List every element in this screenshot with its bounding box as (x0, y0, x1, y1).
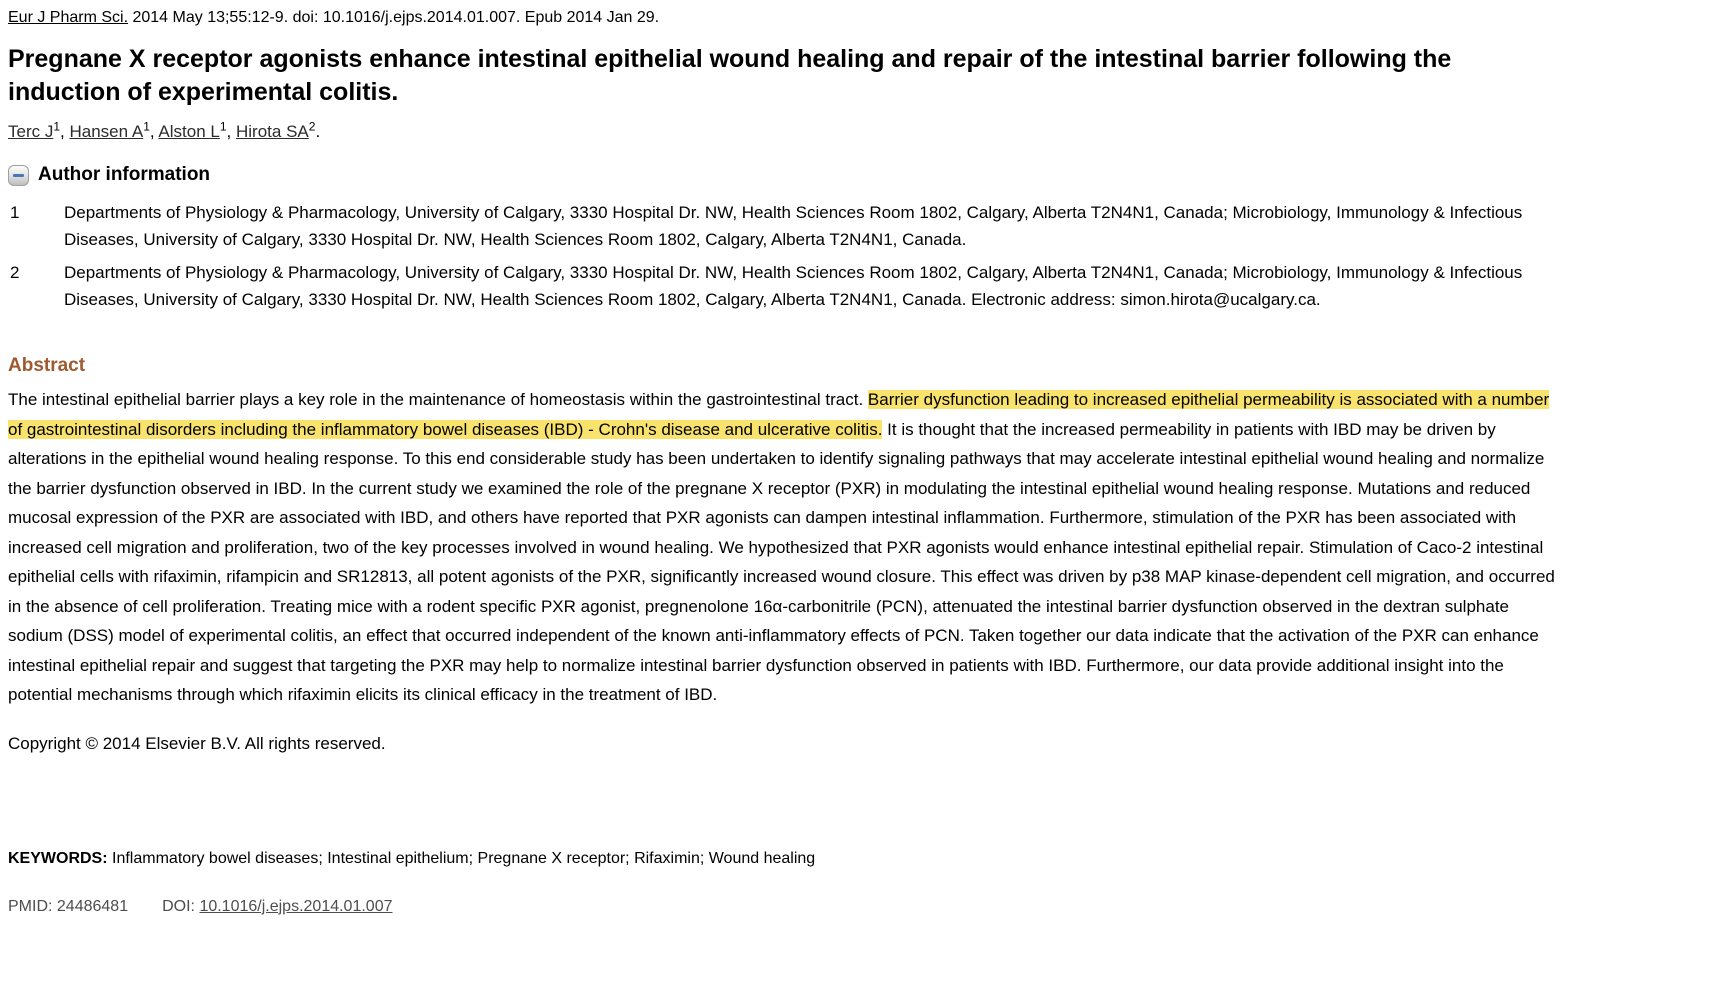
abstract-segment: The intestinal epithelial barrier plays a key role in the maintenance of homeostasis within the gastrointestinal tract. (8, 390, 868, 409)
author-link-hirota-sa[interactable]: Hirota SA (236, 122, 309, 141)
author-affiliation-number: 1 (53, 119, 61, 134)
author-affiliation-number: 1 (143, 119, 150, 134)
author-separator: , (149, 122, 159, 141)
author-separator: . (315, 122, 321, 141)
doi-label: DOI: (162, 897, 195, 915)
copyright-notice: Copyright © 2014 Elsevier B.V. All rights reserved. (8, 733, 386, 753)
affiliation-item-2 (8, 259, 1563, 313)
keywords-text: Inflammatory bowel diseases; Intestinal epithelium; Pregnane X receptor; Rifaximin; Wound healing (112, 849, 816, 867)
journal-link[interactable]: Eur J Pharm Sci. (8, 9, 129, 26)
author-link-terc-j[interactable]: Terc J (8, 122, 54, 141)
author-information-heading: Author information (38, 164, 211, 185)
author (8, 119, 70, 141)
author-list (8, 119, 1708, 142)
pmid-group (8, 898, 128, 915)
keywords-label: KEYWORDS: (8, 849, 108, 867)
author-separator: , (226, 122, 236, 141)
affiliation-text: Departments of Physiology & Pharmacology, University of Calgary, 3330 Hospital Dr. NW, Health Sciences Room 1802, Calgary, Alberta T2N4N1, Canada; Microbiology, Immunology & Infectious Diseases, University of Calgary, 3330 Hospital Dr. NW, Health Sciences Room 1802, Calgary, Alberta T2N4N1, Canada. Electronic address: simon.hirota@ucalgary.ca. (64, 263, 1523, 309)
minus-bar (13, 174, 24, 177)
author-affiliation-number: 2 (308, 119, 316, 134)
affiliation-list (8, 199, 1563, 313)
author (158, 119, 236, 141)
affiliation-number: 2 (10, 263, 20, 282)
citation-details: 2014 May 13;55:12-9. doi: 10.1016/j.ejps.2014.01.007. Epub 2014 Jan 29. (128, 9, 660, 26)
affiliation-number: 1 (10, 203, 20, 222)
author-link-hansen-a[interactable]: Hansen A (69, 122, 144, 141)
author-affiliation-number: 1 (219, 119, 227, 134)
collapse-minus-icon[interactable] (8, 165, 29, 186)
identifiers-line (8, 898, 1708, 916)
pubmed-abstract-page (8, 8, 1708, 916)
article-title: Pregnane X receptor agonists enhance intestinal epithelial wound healing and repair of the intestinal barrier following the induction of experimental colitis. (8, 45, 1452, 106)
highlighted-abstract-text: Barrier dysfunction leading to increased epithelial permeability is associated with a number of gastrointestinal disorders including the inflammatory bowel diseases (IBD) - Crohn's disease and ulcerative colitis. (8, 390, 1550, 439)
doi-group (162, 898, 392, 915)
author-separator: , (60, 122, 70, 141)
abstract-segment: It is thought that the increased permeability in patients with IBD may be driven by alterations in the epithelial wound healing response. To this end considerable study has been undertaken to identify signaling pathways that may accelerate intestinal epithelial wound healing and normalize the barrier dysfunction observed in IBD. In the current study we examined the role of the pregnane X receptor (PXR) in modulating the intestinal epithelial wound healing response. Mutations and reduced mucosal expression of the PXR are associated with IBD, and others have reported that PXR agonists can dampen intestinal inflammation. Furthermore, stimulation of the PXR has been associated with increased cell migration and proliferation, two of the key processes involved in wound healing. We hypothesized that PXR agonists would enhance intestinal epithelial repair. Stimulation of Caco-2 intestinal epithelial cells with rifaximin, rifampicin and SR12813, all potent agonists of the PXR, significantly increased wound closure. This effect was driven by p38 MAP kinase-dependent cell migration, and occurred in the absence of cell proliferation. Treating mice with a rodent specific PXR agonist, pregnenolone 16α-carbonitrile (PCN), attenuated the intestinal barrier dysfunction observed in the dextran sulphate sodium (DSS) model of experimental colitis, an effect that occurred independent of the known anti-inflammatory effects of PCN. Taken together our data indicate that the activation of the PXR can enhance intestinal epithelial repair and suggest that targeting the PXR may help to normalize intestinal barrier dysfunction observed in patients with IBD. Furthermore, our data provide additional insight into the potential mechanisms through which rifaximin elicits its clinical efficacy in the treatment of IBD. (8, 419, 1555, 704)
keywords-line (8, 850, 1708, 868)
abstract-heading: Abstract (8, 355, 86, 376)
author (69, 119, 159, 141)
citation-line (8, 8, 1708, 28)
author-information-header (8, 164, 1708, 186)
pmid-label: PMID: (8, 897, 53, 915)
author-link-alston-l[interactable]: Alston L (158, 122, 220, 141)
author (236, 119, 321, 141)
affiliation-text: Departments of Physiology & Pharmacology, University of Calgary, 3330 Hospital Dr. NW, Health Sciences Room 1802, Calgary, Alberta T2N4N1, Canada; Microbiology, Immunology & Infectious Diseases, University of Calgary, 3330 Hospital Dr. NW, Health Sciences Room 1802, Calgary, Alberta T2N4N1, Canada. (64, 203, 1523, 249)
pmid-value: 24486481 (56, 897, 129, 915)
doi-link[interactable]: 10.1016/j.ejps.2014.01.007 (199, 897, 393, 915)
affiliation-item-1 (8, 199, 1563, 253)
abstract-text (8, 385, 1564, 710)
